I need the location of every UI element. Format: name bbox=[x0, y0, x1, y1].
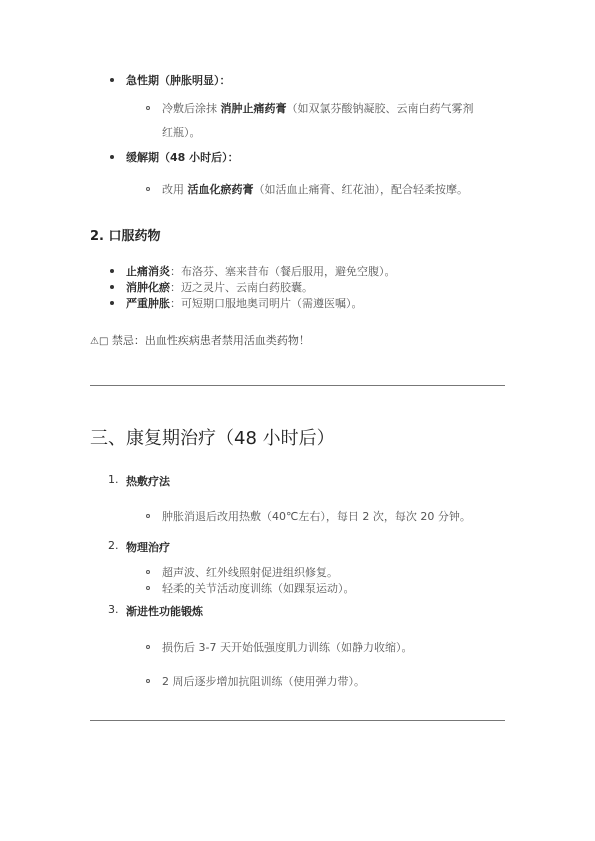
acute-item-bold: 消肿止痛药膏 bbox=[220, 102, 287, 115]
bullet-circle bbox=[146, 645, 150, 649]
bullet-circle bbox=[146, 679, 150, 683]
oral-item-text: ：迈之灵片、云南白药胶囊。 bbox=[170, 281, 313, 294]
group-item: 2 周后逐步增加抗阻训练（使用弹力带）。 bbox=[162, 675, 365, 688]
oral-item-text: ：布洛芬、塞来昔布（餐后服用，避免空腹）。 bbox=[170, 265, 396, 278]
group-heading: 热敷疗法 bbox=[126, 475, 170, 488]
group-item: 轻柔的关节活动度训练（如踝泵运动）。 bbox=[162, 582, 355, 595]
bullet-circle bbox=[146, 570, 150, 574]
bullet-dot bbox=[110, 155, 114, 159]
bullet-dot bbox=[110, 269, 114, 273]
oral-item bbox=[126, 295, 363, 311]
acute-heading: 急性期（肿胀明显）： bbox=[126, 74, 231, 87]
group-item: 肿胀消退后改用热敷（40℃左右），每日 2 次，每次 20 分钟。 bbox=[162, 510, 471, 523]
relief-item-bold: 活血化瘀药膏 bbox=[187, 183, 254, 196]
divider bbox=[90, 385, 505, 386]
bullet-dot bbox=[110, 301, 114, 305]
group-item: 超声波、红外线照射促进组织修复。 bbox=[162, 566, 338, 579]
oral-item-label: 消肿化瘀 bbox=[126, 281, 170, 294]
relief-heading: 缓解期（48 小时后）： bbox=[126, 151, 239, 164]
divider bbox=[90, 720, 505, 721]
group-heading: 渐进性功能锻炼 bbox=[126, 605, 203, 618]
oral-item-label: 严重肿胀 bbox=[126, 297, 170, 310]
acute-item-post: （如双氯芬酸钠凝胶、云南白药气雾剂 bbox=[286, 102, 474, 115]
list-number: 2. bbox=[108, 539, 119, 552]
group-heading: 物理治疗 bbox=[126, 541, 170, 554]
relief-item-post: （如活血止痛膏、红花油），配合轻柔按摩。 bbox=[253, 183, 468, 196]
acute-item bbox=[162, 100, 474, 116]
bullet-dot bbox=[110, 78, 114, 82]
warning-text: 禁忌：出血性疾病患者禁用活血类药物！ bbox=[111, 334, 310, 347]
oral-item bbox=[126, 263, 396, 279]
section3-title: 三、康复期治疗（48 小时后） bbox=[90, 428, 335, 449]
bullet-circle bbox=[146, 187, 150, 191]
oral-item bbox=[126, 279, 313, 295]
warning-line bbox=[90, 332, 310, 348]
warning-icon: ⚠□ bbox=[90, 336, 109, 347]
oral-item-label: 止痛消炎 bbox=[126, 265, 170, 278]
acute-item-line2: 红瓶）。 bbox=[162, 126, 201, 139]
bullet-circle bbox=[146, 586, 150, 590]
bullet-dot bbox=[110, 285, 114, 289]
bullet-circle bbox=[146, 106, 150, 110]
acute-item-pre: 冷敷后涂抹 bbox=[162, 102, 221, 115]
oral-heading: 2. 口服药物 bbox=[90, 229, 161, 244]
group-item: 损伤后 3-7 天开始低强度肌力训练（如静力收缩）。 bbox=[162, 641, 413, 654]
relief-item-pre: 改用 bbox=[162, 183, 188, 196]
relief-item bbox=[162, 181, 468, 197]
list-number: 3. bbox=[108, 603, 119, 616]
oral-item-text: ：可短期口服地奥司明片（需遵医嘱）。 bbox=[170, 297, 363, 310]
bullet-circle bbox=[146, 514, 150, 518]
list-number: 1. bbox=[108, 473, 119, 486]
